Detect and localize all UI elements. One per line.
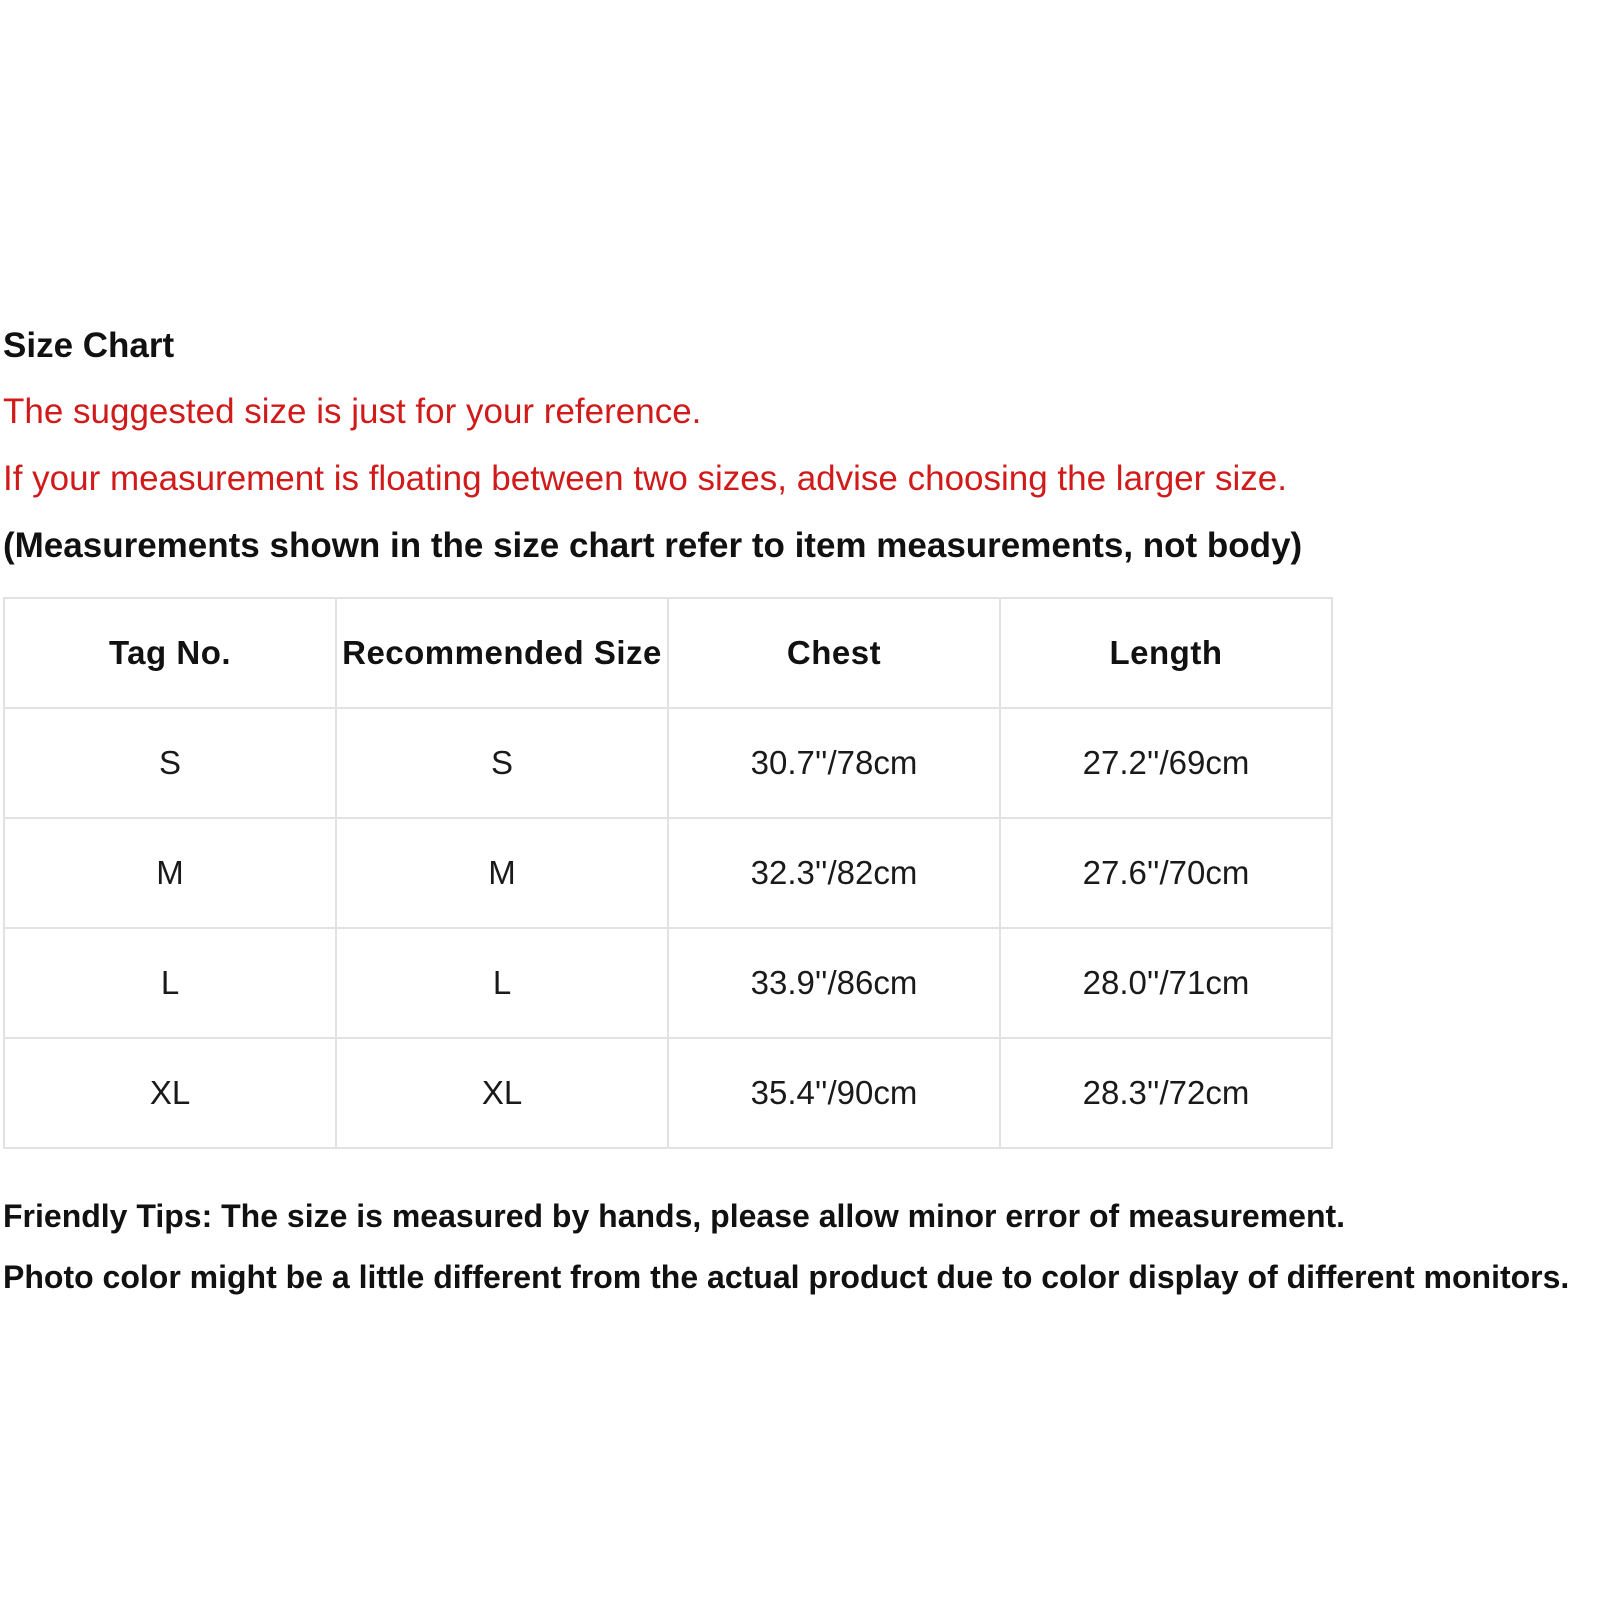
header-length: Length <box>1000 598 1332 708</box>
header-tag-no: Tag No. <box>4 598 336 708</box>
cell-tag-no: XL <box>4 1038 336 1148</box>
cell-chest: 33.9''/86cm <box>668 928 1000 1038</box>
cell-chest: 35.4''/90cm <box>668 1038 1000 1148</box>
cell-length: 28.3''/72cm <box>1000 1038 1332 1148</box>
cell-recommended-size: L <box>336 928 668 1038</box>
size-table <box>3 597 1333 1149</box>
table-row <box>4 1038 1332 1148</box>
cell-recommended-size: S <box>336 708 668 818</box>
cell-length: 28.0''/71cm <box>1000 928 1332 1038</box>
table-header-row <box>4 598 1332 708</box>
measurement-disclaimer: (Measurements shown in the size chart refer to item measurements, not body) <box>3 526 1303 565</box>
table-row <box>4 928 1332 1038</box>
cell-recommended-size: M <box>336 818 668 928</box>
larger-size-advice: If your measurement is floating between two sizes, advise choosing the larger size. <box>3 459 1287 498</box>
header-chest: Chest <box>668 598 1000 708</box>
cell-chest: 30.7''/78cm <box>668 708 1000 818</box>
table-row <box>4 708 1332 818</box>
cell-tag-no: L <box>4 928 336 1038</box>
cell-length: 27.6''/70cm <box>1000 818 1332 928</box>
cell-recommended-size: XL <box>336 1038 668 1148</box>
size-chart-title: Size Chart <box>3 326 175 365</box>
cell-tag-no: M <box>4 818 336 928</box>
cell-chest: 32.3''/82cm <box>668 818 1000 928</box>
reference-note: The suggested size is just for your reference. <box>3 392 702 431</box>
cell-tag-no: S <box>4 708 336 818</box>
friendly-tip: Friendly Tips: The size is measured by hands, please allow minor error of measurement. <box>3 1198 1346 1234</box>
table-row <box>4 818 1332 928</box>
color-disclaimer: Photo color might be a little different from the actual product due to color display of different monitors. <box>3 1259 1570 1295</box>
cell-length: 27.2''/69cm <box>1000 708 1332 818</box>
header-recommended-size: Recommended Size <box>336 598 668 708</box>
